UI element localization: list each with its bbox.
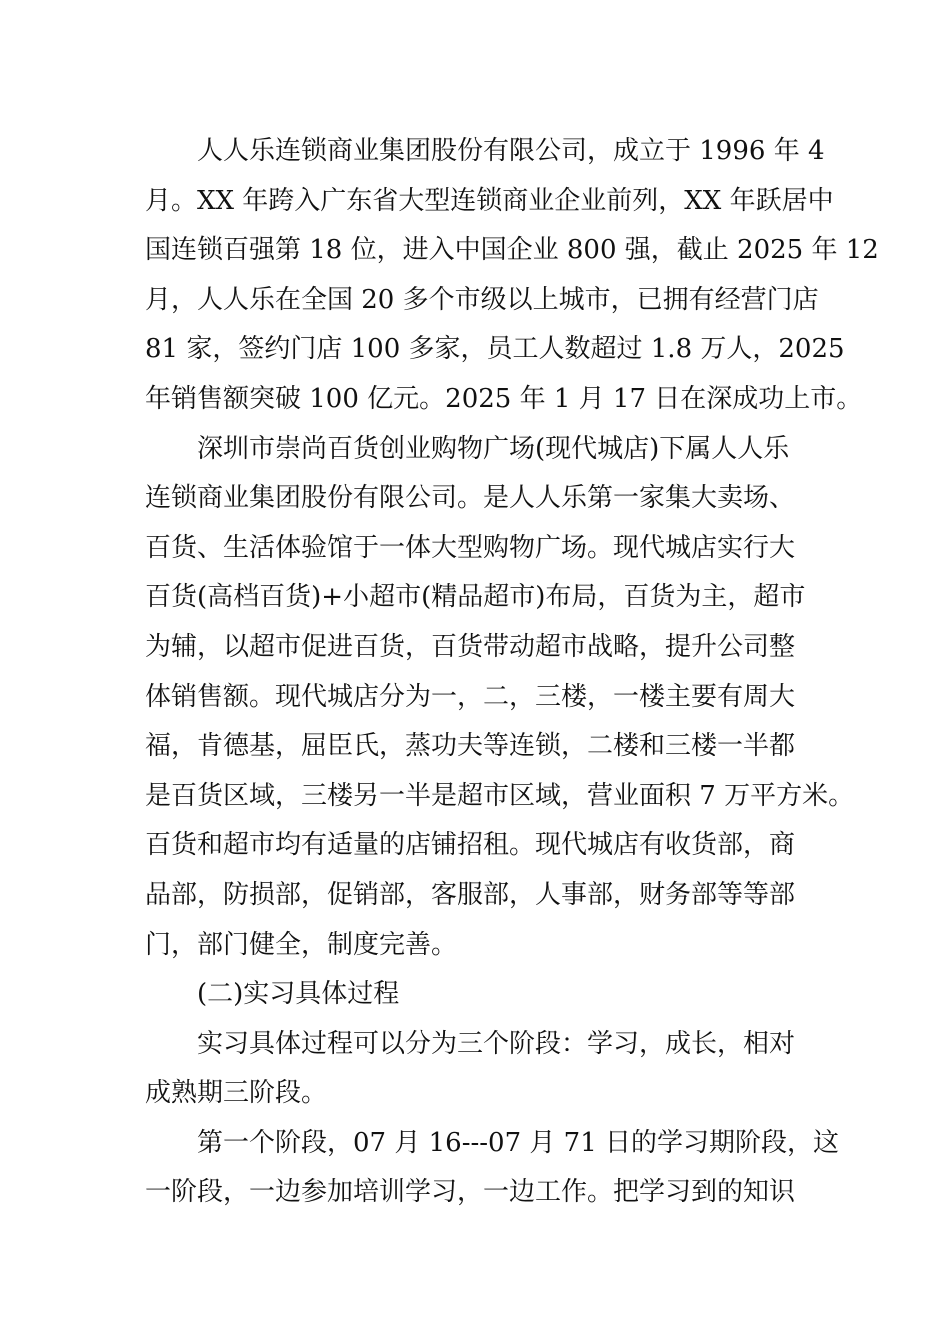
text-line: 实习具体过程可以分为三个阶段：学习，成长，相对: [197, 1028, 796, 1059]
document-body: [145, 127, 879, 1218]
text-line: 连锁商业集团股份有限公司。是人人乐第一家集大卖场、: [145, 483, 796, 514]
text-line: 品部，防损部，促销部，客服部，人事部，财务部等等部: [145, 879, 796, 910]
text-line: 国连锁百强第 18 位，进入中国企业 800 强，截止 2025 年 12: [145, 235, 879, 266]
text-line: 百货、生活体验馆于一体大型购物广场。现代城店实行大: [145, 532, 796, 563]
text-line: 深圳市崇尚百货创业购物广场(现代城店)下属人人乐: [197, 433, 790, 464]
text-line: 是百货区域，三楼另一半是超市区域，营业面积 7 万平方米。: [145, 780, 855, 811]
text-line: 百货和超市均有适量的店铺招租。现代城店有收货部，商: [145, 830, 796, 861]
text-line: 第一个阶段，07 月 16---07 月 71 日的学习期阶段，这: [197, 1127, 840, 1158]
text-line: 为辅，以超市促进百货，百货带动超市战略，提升公司整: [145, 631, 796, 662]
text-line: 福，肯德基，屈臣氏，蒸功夫等连锁，二楼和三楼一半都: [145, 731, 796, 762]
paragraph-company-intro: [145, 127, 879, 425]
text-line: 体销售额。现代城店分为一，二，三楼，一楼主要有周大: [145, 681, 796, 712]
text-line: 人人乐连锁商业集团股份有限公司，成立于 1996 年 4: [197, 136, 825, 166]
text-line: 百货(高档百货)+小超市(精品超市)布局，百货为主，超市: [145, 582, 806, 613]
paragraph-store-intro: [145, 425, 855, 971]
text-line: 一阶段，一边参加培训学习，一边工作。把学习到的知识: [145, 1177, 796, 1208]
text-line: 月，人人乐在全国 20 多个市级以上城市，已拥有经营门店: [145, 284, 819, 315]
text-line: 月。XX 年跨入广东省大型连锁商业企业前列，XX 年跃居中: [145, 185, 834, 216]
section-heading-internship-process: [145, 970, 817, 1020]
section-heading: (二)实习具体过程: [197, 979, 400, 1010]
text-line: 成熟期三阶段。: [145, 1078, 328, 1109]
paragraph-first-stage: [145, 1119, 840, 1218]
text-line: 门，部门健全，制度完善。: [145, 929, 458, 960]
text-line: 年销售额突破 100 亿元。2025 年 1 月 17 日在深成功上市。: [145, 383, 863, 414]
paragraph-stages-overview: [145, 1020, 817, 1119]
text-line: 81 家，签约门店 100 多家，员工人数超过 1.8 万人，2025: [145, 334, 845, 365]
